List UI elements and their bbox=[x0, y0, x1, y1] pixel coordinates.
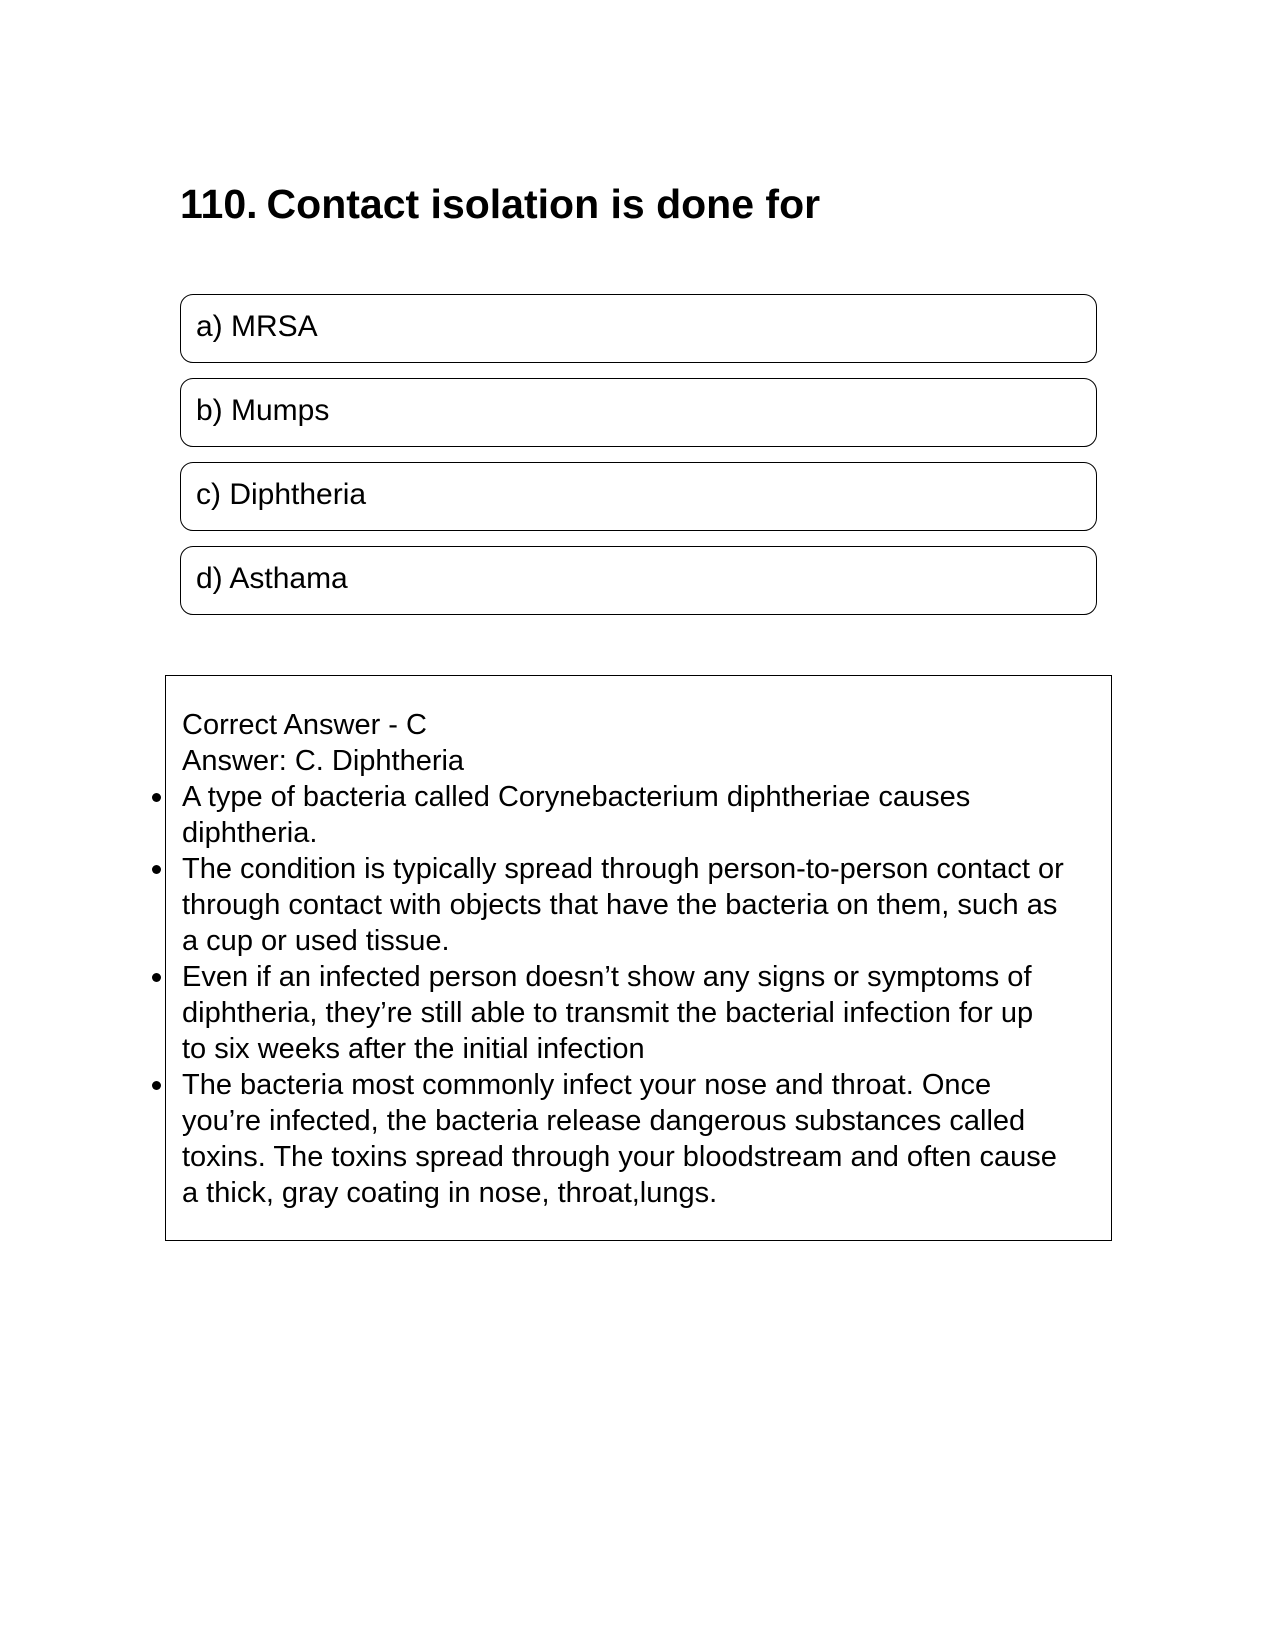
bullet-line: to six weeks after the initial infection bbox=[182, 1033, 645, 1065]
options-list bbox=[180, 294, 1097, 630]
answer-explanation-box bbox=[165, 675, 1112, 1241]
bullet-line: diphtheria. bbox=[182, 817, 318, 849]
option-c[interactable] bbox=[180, 462, 1097, 531]
bullet-item bbox=[182, 959, 1102, 1067]
bullet-item bbox=[182, 1067, 1102, 1211]
bullet-line: toxins. The toxins spread through your bloodstream and often cause bbox=[182, 1141, 1057, 1173]
bullet-line: The bacteria most commonly infect your nose and throat. Once bbox=[182, 1069, 992, 1101]
option-c-label: c) Diphtheria bbox=[196, 478, 367, 511]
bullet-line: diphtheria, they’re still able to transmit the bacterial infection for up bbox=[182, 997, 1034, 1029]
bullet-dot-icon bbox=[152, 865, 161, 874]
bullet-dot-icon bbox=[152, 973, 161, 982]
bullet-dot-icon bbox=[152, 1081, 161, 1090]
bullet-line: you’re infected, the bacteria release dangerous substances called bbox=[182, 1105, 1026, 1137]
correct-answer-line: Correct Answer - C bbox=[182, 709, 427, 741]
answer-text bbox=[182, 707, 1102, 1211]
bullet-line: a thick, gray coating in nose, throat,lungs. bbox=[182, 1177, 718, 1209]
bullet-line: The condition is typically spread through person-to-person contact or bbox=[182, 853, 1064, 885]
option-a[interactable] bbox=[180, 294, 1097, 363]
bullet-line: Even if an infected person doesn’t show any signs or symptoms of bbox=[182, 961, 1032, 993]
question-number: 110. bbox=[180, 181, 258, 227]
bullet-item bbox=[182, 851, 1102, 959]
bullet-dot-icon bbox=[152, 793, 161, 802]
option-b[interactable] bbox=[180, 378, 1097, 447]
answer-line: Answer: C. Diphtheria bbox=[182, 745, 465, 777]
option-d[interactable] bbox=[180, 546, 1097, 615]
question-text: Contact isolation is done for bbox=[266, 181, 821, 227]
bullet-line: a cup or used tissue. bbox=[182, 925, 450, 957]
option-a-label: a) MRSA bbox=[196, 310, 318, 343]
explanation-bullets bbox=[182, 779, 1102, 1211]
option-b-label: b) Mumps bbox=[196, 394, 330, 427]
bullet-line: A type of bacteria called Corynebacterium diphtheriae causes bbox=[182, 781, 971, 813]
question-title bbox=[180, 176, 820, 232]
option-d-label: d) Asthama bbox=[196, 562, 348, 595]
bullet-item bbox=[182, 779, 1102, 851]
bullet-line: through contact with objects that have the bacteria on them, such as bbox=[182, 889, 1058, 921]
